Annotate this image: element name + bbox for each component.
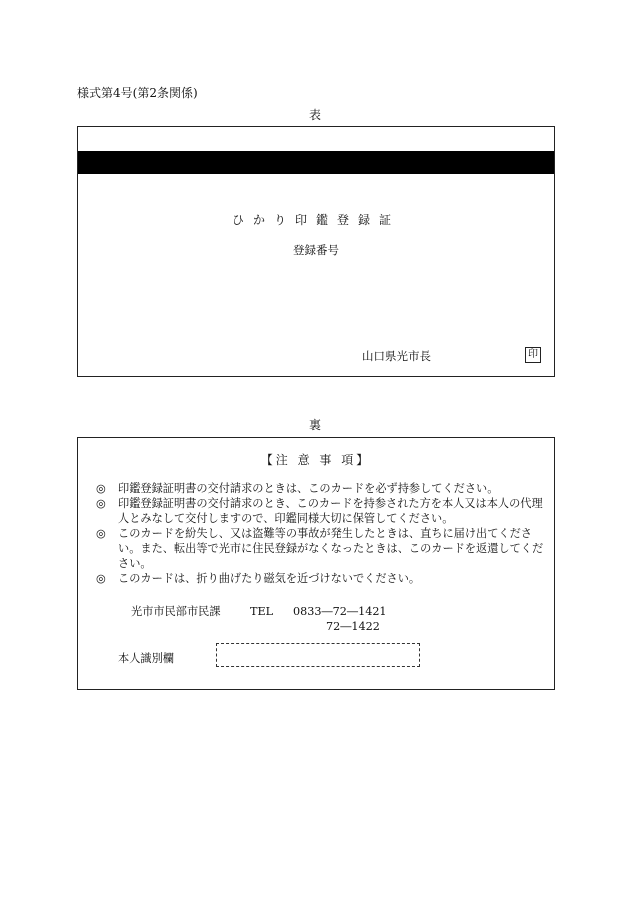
note-item <box>96 526 551 571</box>
note-item <box>96 496 551 526</box>
note-item <box>96 571 551 586</box>
contact-office: 光市市民部市民課 <box>131 605 221 618</box>
back-side-label: 裏 <box>308 418 321 432</box>
seal-stamp: 印 <box>525 347 541 363</box>
note-item <box>96 481 551 496</box>
form-number-label: 様式第4号(第2条関係) <box>77 86 198 100</box>
magnetic-stripe <box>78 151 554 174</box>
card-back <box>77 437 555 690</box>
front-side-label: 表 <box>308 108 321 122</box>
card-front <box>77 126 555 377</box>
notes-list <box>96 481 551 586</box>
card-title: ひかり印鑑登録証 <box>231 213 400 227</box>
contact-tel-primary: 0833―72―1421 <box>293 605 387 618</box>
issuer-name: 山口県光市長 <box>362 349 431 363</box>
contact-tel-label: TEL <box>250 605 274 618</box>
note-text: 印鑑登録証明書の交付請求のとき、このカードを持参された方を本人又は本人の代理人とみなして交付しますので、印鑑同様大切に保管してください。 <box>118 497 543 525</box>
bullet-icon: ◎ <box>96 527 106 540</box>
note-text: 印鑑登録証明書の交付請求のときは、このカードを必ず持参してください。 <box>118 482 499 495</box>
note-text: このカードを紛失し、又は盗難等の事故が発生したときは、直ちに届け出てください。また、転出等で光市に住民登録がなくなったときは、このカードを返還してください。 <box>118 527 544 570</box>
contact-tel-secondary: 72―1422 <box>326 620 380 633</box>
registration-number-label: 登録番号 <box>293 243 339 257</box>
bullet-icon: ◎ <box>96 572 106 585</box>
bullet-icon: ◎ <box>96 497 106 510</box>
bullet-icon: ◎ <box>96 482 106 495</box>
contact-info <box>131 604 387 634</box>
id-field-box <box>216 643 420 667</box>
id-field-label: 本人識別欄 <box>118 652 174 665</box>
note-text: このカードは、折り曲げたり磁気を近づけないでください。 <box>118 572 421 585</box>
notes-heading: 【注 意 事 項】 <box>260 453 372 467</box>
